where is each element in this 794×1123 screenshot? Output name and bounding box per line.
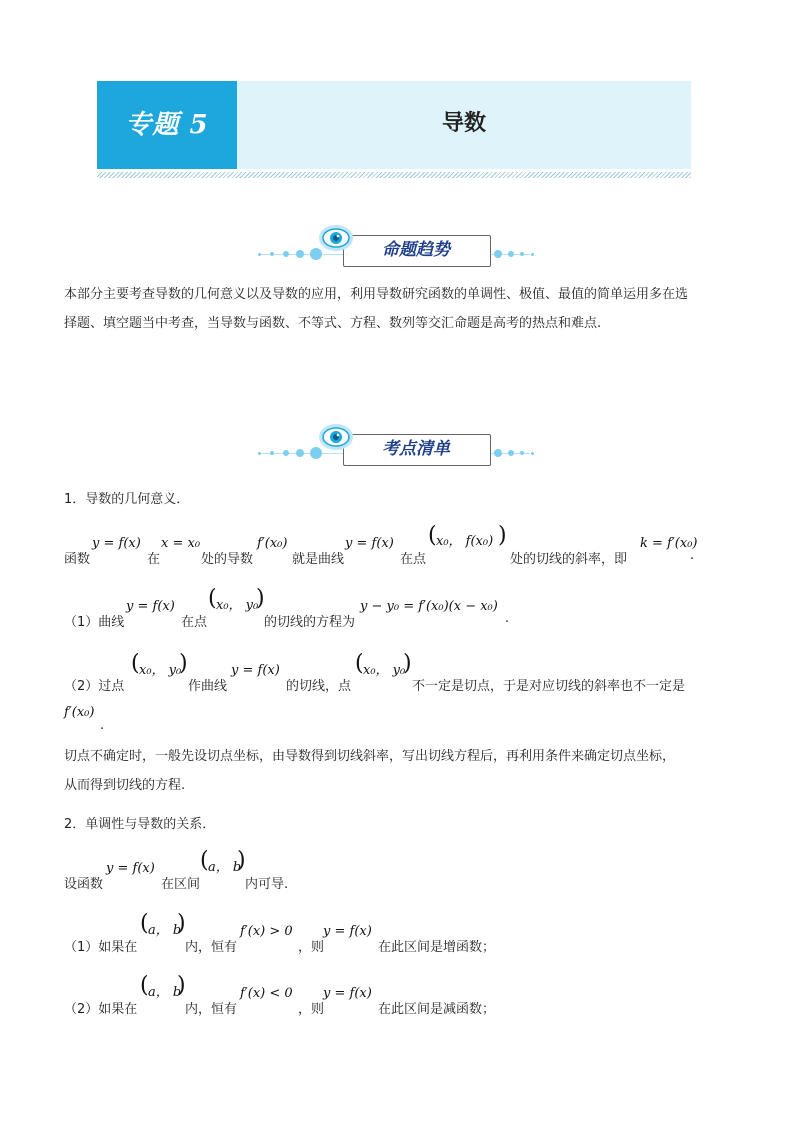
math-expression: a， b <box>208 860 242 875</box>
math-expression: f′(x₀) <box>257 536 288 551</box>
paren-open: ( <box>140 973 149 998</box>
paren-close: ) <box>177 911 186 936</box>
text-segment: （1）如果在 <box>64 940 138 955</box>
text-segment: ，则 <box>298 1002 325 1017</box>
text-segment: 处的切线的斜率，即 <box>510 552 628 567</box>
text-segment: 内可导. <box>245 877 289 892</box>
section-heading-trend <box>250 217 540 277</box>
text-segment: 内，恒有 <box>185 1002 238 1017</box>
text-segment: 不一定是切点，于是对应切线的斜率也不一定是 <box>412 679 686 694</box>
text-segment: 内，恒有 <box>185 940 238 955</box>
text-segment: 就是曲线 <box>292 552 345 567</box>
paren-open: ( <box>428 523 437 548</box>
note-line-2: 从而得到切线的方程. <box>64 778 186 793</box>
math-expression: y = f(x) <box>323 986 372 1001</box>
paren-close: ) <box>498 523 507 548</box>
paren-close: ) <box>403 651 412 676</box>
point-2-heading: 2．单调性与导数的关系． <box>64 817 216 832</box>
point-1-note <box>64 742 744 800</box>
paren-open: ( <box>140 911 149 936</box>
text-segment: 设函数 <box>64 877 104 892</box>
paren-close: ) <box>177 973 186 998</box>
section-title-trend: 命题趋势 <box>382 240 450 260</box>
text-segment: 在点 <box>400 552 427 567</box>
math-expression: a， b <box>148 923 182 938</box>
math-expression: y = f(x) <box>126 599 175 614</box>
text-segment: 在区间 <box>161 877 201 892</box>
math-expression: x = x₀ <box>161 536 201 551</box>
math-expression: k = f′(x₀) <box>640 536 698 551</box>
text-segment: 在此区间是减函数； <box>378 1002 496 1017</box>
eye-icon <box>317 422 355 452</box>
text-segment: 作曲线 <box>188 679 228 694</box>
note-line-1: 切点不确定时，一般先设切点坐标，由导数得到切线斜率，写出切线方程后，再利用条件来确定切点坐标， <box>64 749 676 764</box>
intro-paragraph <box>64 280 744 338</box>
paren-open: ( <box>200 848 209 873</box>
intro-line-2: 择题、填空题当中考查，当导数与函数、不等式、方程、数列等交汇命题是高考的热点和难点. <box>64 316 602 331</box>
paren-close: ) <box>237 848 246 873</box>
text-segment: （2）过点 <box>64 679 125 694</box>
topic-number: 专题 5 <box>125 110 209 140</box>
math-expression: y = f(x) <box>231 663 280 678</box>
text-segment: （2）如果在 <box>64 1002 138 1017</box>
paren-open: ( <box>355 651 364 676</box>
text-segment: （1）曲线 <box>64 615 125 630</box>
text-segment: 在此区间是增函数； <box>378 940 496 955</box>
eye-icon <box>317 223 355 253</box>
intro-line-1: 本部分主要考查导数的几何意义以及导数的应用，利用导数研究函数的单调性、极值、最值的简单运用多在选 <box>64 287 689 302</box>
section-title-points: 考点清单 <box>382 439 450 459</box>
text-segment: ，则 <box>298 940 325 955</box>
text-segment: 在 <box>147 552 161 567</box>
math-expression: y = f(x) <box>92 536 141 551</box>
point-1-heading: 1．导数的几何意义． <box>64 492 190 507</box>
math-expression: x₀， y₀ <box>363 663 406 678</box>
paren-close: ) <box>256 586 265 611</box>
page-title: 导数 <box>441 111 486 136</box>
math-expression: y − y₀ = f′(x₀)(x − x₀) <box>360 599 498 614</box>
text-segment: . <box>505 611 510 626</box>
text-segment: 的切线，点 <box>286 679 352 694</box>
header-divider <box>97 172 691 178</box>
text-segment: 函数 <box>64 552 91 567</box>
math-expression: f′(x) < 0 <box>240 986 293 1001</box>
paren-open: ( <box>208 586 217 611</box>
math-expression: y = f(x) <box>345 536 394 551</box>
text-segment: . <box>100 718 105 733</box>
paren-open: ( <box>131 651 140 676</box>
section-heading-points <box>250 416 540 476</box>
math-expression: x₀， y₀ <box>216 598 259 613</box>
math-expression: f′(x₀) <box>64 705 95 720</box>
text-segment: 在点 <box>181 615 208 630</box>
paren-close: ) <box>179 651 188 676</box>
text-segment: 的切线的方程为 <box>264 615 356 630</box>
text-segment: . <box>690 548 695 563</box>
math-expression: y = f(x) <box>323 924 372 939</box>
math-expression: f′(x) > 0 <box>240 924 293 939</box>
math-expression: x₀， f(x₀) <box>436 534 494 549</box>
math-expression: a， b <box>148 985 182 1000</box>
math-expression: y = f(x) <box>106 861 155 876</box>
math-expression: x₀， y₀ <box>139 663 182 678</box>
text-segment: 处的导数 <box>201 552 254 567</box>
